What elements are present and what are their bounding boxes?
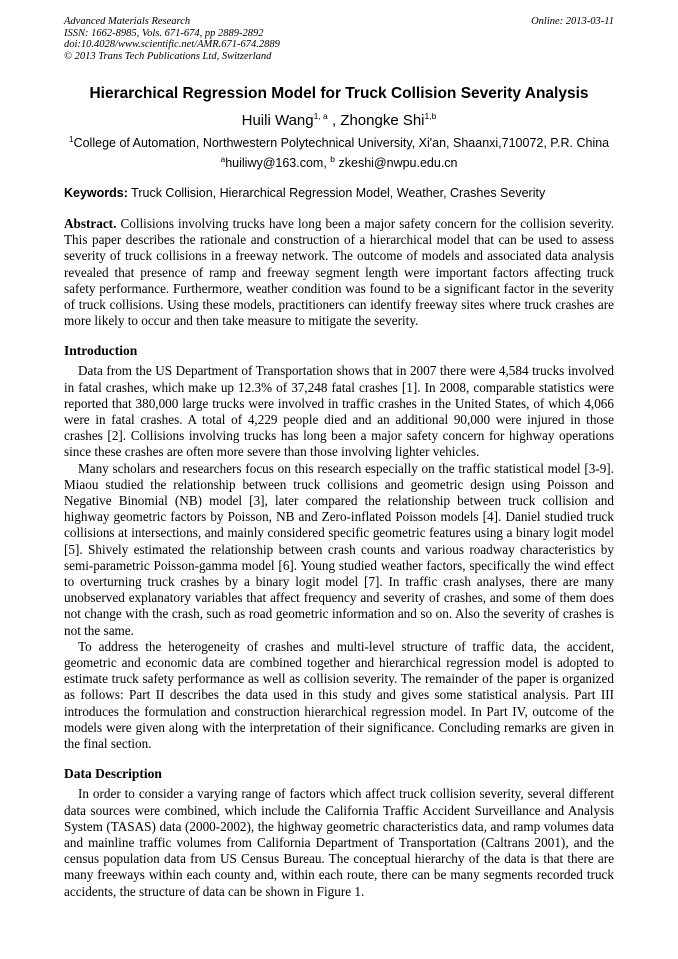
email-mark: a [220, 153, 226, 164]
email-address: huiliwy@163.com, [225, 156, 331, 170]
journal-name: Advanced Materials Research [64, 16, 191, 27]
paragraph: Many scholars and researchers focus on this research especially on the traffic statistical model [3-9]. Miaou studied the relationship between truck collisions and geometric design using Poisson and Negative Binomial (NB) model [3], later compared the relationship between truck collision and highway geometric factors by Poisson, NB and Zero-inflated Poisson models [4]. Daniel studied truck collisions at intersections, and mainly considered specific geometric features using a binary logit model [5]. Shively estimated the relationship between crash counts and various roadway characteristics by semi-parametric Poisson-gamma model [6]. Young studied weather factors, specifically the wind effect to overturning truck crashes by a binary logit model [7]. In traffic crash analyses, there are many unobserved explanatory variables that affect frequency and severity of crashes, and some of them does not change with the crash, such as road geometric information and so on. Also the severity of crashes is not the same. [64, 460, 614, 638]
copyright-line: © 2013 Trans Tech Publications Ltd, Switzerland [64, 50, 272, 62]
paper-title: Hierarchical Regression Model for Truck Collision Severity Analysis [89, 85, 589, 102]
publication-info [64, 16, 280, 62]
affiliation [64, 133, 614, 150]
paragraph: To address the heterogeneity of crashes and multi-level structure of traffic data, the accident, geometric and economic data are combined together and hierarchical regression model is adopted to estimate truck safety performance as well as collision severity. The remainder of the paper is organized as follows: Part II describes the data used in this study and gives some statistical analysis. Part III introduces the formulation and construction hierarchical regression model. In Part IV, outcome of the models were given along with the interpretation of their significance. Concluding remarks are given in the final section. [64, 638, 614, 752]
author-name: Zhongke Shi [340, 112, 425, 129]
author-line [64, 112, 614, 129]
doi-line: doi:10.4028/www.scientific.net/AMR.671-674.2889 [64, 39, 280, 50]
paragraph: In order to consider a varying range of factors which affect truck collision severity, several different data sources were combined, which include the California Traffic Accident Surveillance and Analysis System (TASAS) data (2000-2002), the highway geometric characteristics data, and ramp volumes data and mainline traffic volumes from California Department of Transportation (Caltrans 2001), and the census population data from US Census Bureau. The conceptual hierarchy of the data is that there are many freeways within each county and, within each route, there can be many segments recorded truck accidents, the structure of data can be shown in Figure 1. [64, 786, 614, 899]
running-header [64, 16, 614, 62]
email-line [64, 153, 614, 170]
issn-line: ISSN: 1662-8985, Vols. 671-674, pp 2889-2892 [64, 27, 264, 39]
section-heading-introduction: Introduction [64, 343, 138, 359]
abstract-text: Collisions involving trucks have long been a major safety concern for the collision severity. This paper describes the rationale and construction of a hierarchical model that can be used to assess severity of truck collisions in a freeway network. The outcome of models and associated data analysis revealed that presence of ramp and freeway segment length were important factors affecting truck safety performance. Furthermore, weather condition was found to be a significant factor in the severity of truck collisions. Using these models, practitioners can identify freeway sites where truck crashes are more likely to occur and then take measure to mitigate the severity. [64, 216, 614, 329]
abstract [64, 216, 614, 329]
email-address: zkeshi@nwpu.edu.cn [335, 156, 458, 170]
author-separator: , [327, 112, 341, 129]
paragraph: Data from the US Department of Transportation shows that in 2007 there were 4,584 trucks involved in fatal crashes, which make up 12.3% of 37,248 fatal crashes [1]. In 2008, comparable statistics were reported that 380,000 large trucks were involved in traffic crashes in the United States, of which 4,066 were in fatal crashes. A total of 4,229 people died and an additional 90,000 were injured in those crashes [2]. Collisions involving trucks has long been a major safety concern for highway operations since these crashes are often more severe than those involving lighter vehicles. [64, 363, 614, 460]
abstract-label: Abstract. [64, 216, 117, 231]
author-affiliation-mark: 1,b [424, 111, 437, 121]
keywords-text: Truck Collision, Hierarchical Regression Model, Weather, Crashes Severity [127, 186, 546, 200]
keywords-label: Keywords: [64, 186, 128, 200]
author-name: Huili Wang [241, 112, 314, 129]
online-date: Online: 2013-03-11 [531, 16, 614, 27]
affiliation-mark: 1 [68, 133, 74, 144]
affiliation-text: College of Automation, Northwestern Polytechnical University, Xi'an, Shaanxi,710072, P.R. China [73, 136, 610, 150]
section-heading-data-description: Data Description [64, 766, 162, 782]
email-mark: b [330, 153, 336, 164]
keywords [64, 186, 614, 200]
author-affiliation-mark: 1, a [313, 111, 328, 121]
